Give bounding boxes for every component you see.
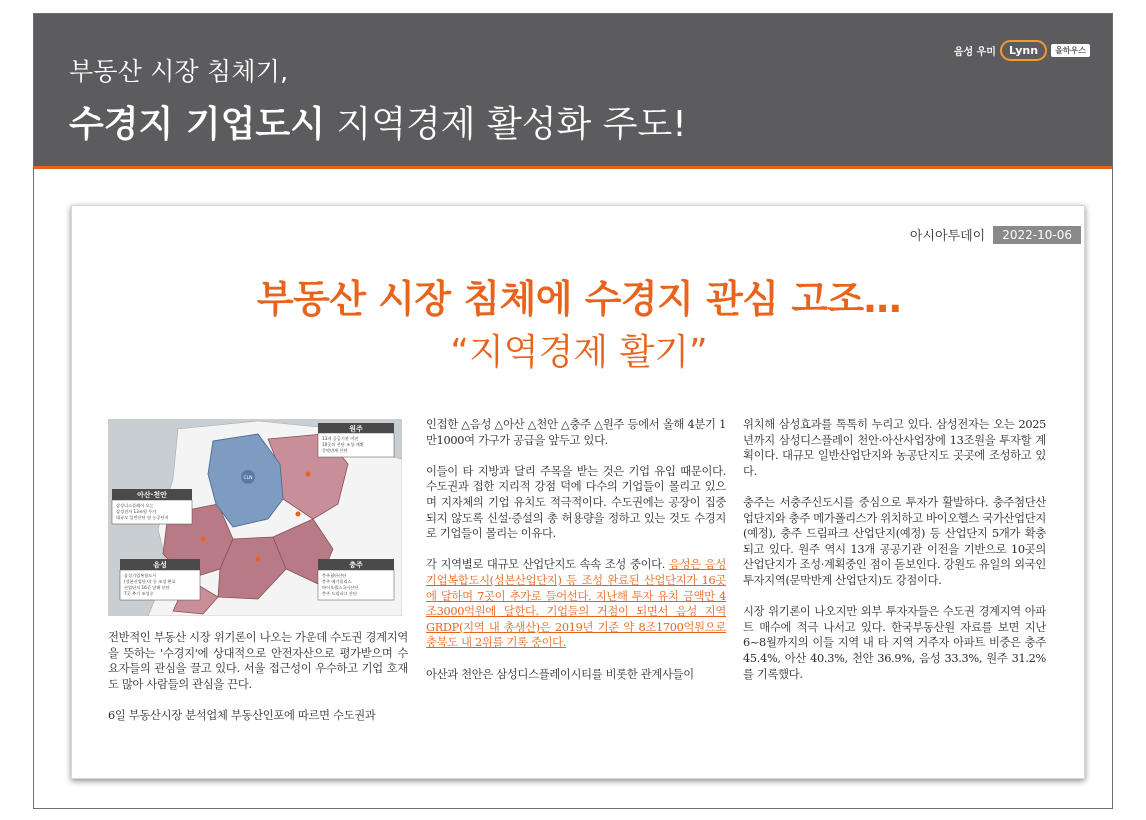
- svg-text:13개 공공기관 이전: 13개 공공기관 이전: [322, 436, 359, 441]
- banner-title-line2: [69, 96, 687, 147]
- svg-text:바이오헬스국가산단: 바이오헬스국가산단: [322, 585, 359, 590]
- article-subheadline: “지역경제 활기”: [450, 332, 708, 373]
- header-banner: [34, 14, 1113, 166]
- column3-paragraph: 충주는 서충주신도시를 중심으로 투자가 활발하다. 충주첨단산업단지와 충주 메가폴리스가 위치하고 바이오헬스 국가산업단지(예정), 충주 드림파크 산업단지(예정) 등 산업단지 5개가 확충되고 있다. 원주 역시 13개 공공기관 이전을 기반으로 10곳의 산업단지가 조성·계획중인 점이 돋보인다. 강원도 유일의 외국인 투자지역(문막반계 산업단지)도 강점이다.: [743, 495, 1047, 587]
- svg-text:삼성전자 13조원 투자: 삼성전자 13조원 투자: [116, 509, 157, 514]
- banner-title-bold: 수경지 기업도시: [69, 104, 325, 145]
- logo-badge: 올하우스: [1051, 44, 1090, 57]
- svg-text:문막반계 산단: 문막반계 산단: [322, 448, 348, 453]
- column2-paragraph: 아산과 천안은 삼성디스플레이시티를 비롯한 관계사들이: [426, 667, 694, 681]
- article-column-3: [743, 417, 1046, 698]
- svg-text:10곳의 산단 조성·계획: 10곳의 산단 조성·계획: [322, 442, 364, 447]
- banner-title-rest: 지역경제 활성화 주도!: [324, 104, 687, 145]
- article-date: 2022-10-06: [993, 226, 1081, 244]
- map-label-chungju: [318, 559, 394, 600]
- source-name: 아시아투데이: [909, 229, 986, 244]
- column1-paragraph: 6일 부동산시장 분석업체 부동산인포에 따르면 수도권과: [108, 708, 376, 722]
- svg-text:충주: 충주: [349, 561, 363, 569]
- svg-text:삼성디스플레이 오는: 삼성디스플레이 오는: [116, 503, 154, 508]
- article-source: [910, 225, 1081, 244]
- svg-text:음성: 음성: [153, 561, 167, 569]
- highlighted-text: 음성은 음성기업복합도시(성본산업단지) 등 조성 완료된 산업단지가 16곳에 달하며 7곳이 추가로 들어선다. 지난해 투자 유치 금액만 4조3000억원에 달한다. 기업들의 거점이 되면서 음성 지역 GRDP(지역 내 총생산)은 2019년 기준 약 8조1700억원으로 충북도 내 2위를 기록 중이다.: [426, 558, 727, 650]
- svg-text:7곳 추가 조성중: 7곳 추가 조성중: [124, 591, 154, 596]
- svg-text:충주 메가폴리스: 충주 메가폴리스: [322, 579, 352, 584]
- map-label-eumseong: [120, 559, 200, 600]
- region-map-svg: [108, 419, 402, 616]
- page-frame: [33, 13, 1113, 809]
- column2-paragraph: 이들이 타 지방과 달리 주목을 받는 것은 기업 유입 때문이다. 수도권과 접한 지리적 강점 덕에 다수의 기업들이 몰리고 있으며 지자체의 기업 유치도 적극적이다. 수도권에는 공장이 집중되지 않도록 신설·증설의 총 허용량을 정하고 있는 것도 수경지로 기업들이 몰리는 이유다.: [426, 464, 726, 541]
- column1-paragraph: 전반적인 부동산 시장 위기론이 나오는 가운데 수도권 경계지역을 뜻하는 '수경지'에 상대적으로 안전자산으로 평가받으며 수요자들의 관심을 끌고 있다. 서울 접근성이 우수하고 기업 호재도 많아 사람들의 관심을 끈다.: [108, 631, 408, 691]
- svg-text:(성본산업단지) 등 조성 완료: (성본산업단지) 등 조성 완료: [124, 579, 176, 584]
- region-map: [108, 419, 402, 616]
- svg-text:음성기업복합도시: 음성기업복합도시: [124, 573, 157, 578]
- column3-paragraph: 위치해 삼성효과를 톡톡히 누리고 있다. 삼성전자는 오는 2025년까지 삼성디스플레이 천안·아산사업장에 13조원을 투자할 계획이다. 대규모 일반산업단지와 농공단지도 곳곳에 조성하고 있다.: [743, 418, 1046, 478]
- column2-paragraph: 인접한 △음성 △아산 △천안 △충주 △원주 등에서 올해 4분기 1만1000여 가구가 공급을 앞두고 있다.: [426, 418, 726, 447]
- article-column-2: [426, 417, 726, 698]
- map-label-asan: [112, 489, 192, 524]
- banner-accent-line: [34, 166, 1113, 169]
- article-card: [71, 205, 1085, 779]
- svg-text:아산·천안: 아산·천안: [137, 491, 167, 499]
- svg-text:대규모 일반산단 및 농공단지: 대규모 일반산단 및 농공단지: [116, 515, 169, 520]
- brand-logo: [954, 40, 1090, 61]
- banner-title-line1: 부동산 시장 침체기,: [69, 57, 289, 86]
- svg-text:산업단지 16곳 달해 산단: 산업단지 16곳 달해 산단: [124, 585, 170, 590]
- column2-plain-text: 각 지역별로 대규모 산업단지도 속속 조성 중이다.: [426, 558, 666, 572]
- svg-text:원주: 원주: [349, 425, 363, 433]
- article-column-1: [108, 630, 408, 739]
- svg-text:충주 드림파크 산단: 충주 드림파크 산단: [322, 591, 358, 596]
- column3-paragraph: 시장 위기론이 나오지만 외부 투자자들은 수도권 경계지역 아파트 매수에 적극 나서고 있다. 한국부동산원 자료를 보면 지난 6~8월까지의 이들 지역 내 타 지역 거주자 아파트 비중은 충주 45.4%, 아산 40.3%, 천안 36.9%, 음성 33.3%, 원주 31.2%를 기록했다.: [743, 605, 1046, 681]
- map-label-wonju: [318, 423, 394, 457]
- article-headline: 부동산 시장 침체에 수경지 관심 고조…: [256, 277, 902, 321]
- logo-lynn: Lynn: [1000, 40, 1047, 61]
- column2-paragraph-highlight: [426, 557, 726, 651]
- logo-text: 음성 우미: [953, 47, 996, 58]
- map-city-label: CLN: [243, 476, 253, 481]
- svg-text:충주첨단산단: 충주첨단산단: [322, 573, 347, 578]
